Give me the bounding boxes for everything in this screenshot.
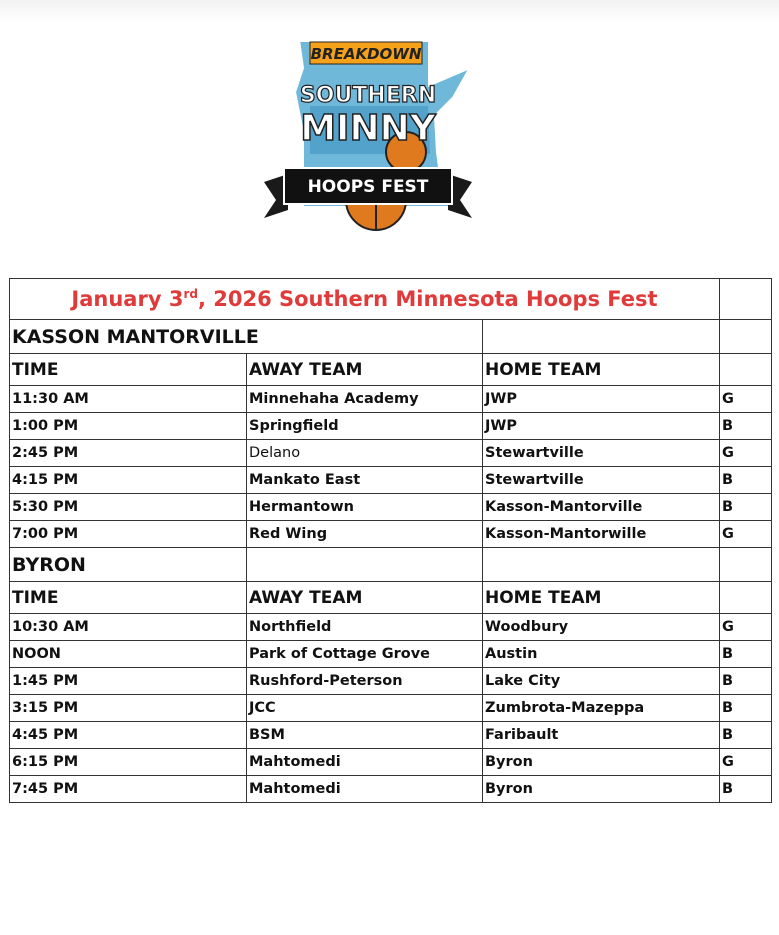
gender-code: G (720, 749, 772, 776)
empty-cell (720, 320, 772, 354)
col-header-time: TIME (10, 582, 247, 614)
gender-code: B (720, 776, 772, 803)
away-team: Park of Cottage Grove (247, 641, 483, 668)
gender-code: B (720, 722, 772, 749)
game-row (10, 467, 772, 494)
gender-code: B (720, 494, 772, 521)
gender-code: B (720, 467, 772, 494)
game-time: 10:30 AM (10, 614, 247, 641)
logo-line2: MINNY (300, 108, 436, 149)
away-team: BSM (247, 722, 483, 749)
home-team: Kasson-Mantorville (483, 494, 720, 521)
header-row (10, 582, 772, 614)
game-time: 1:00 PM (10, 413, 247, 440)
game-time: 6:15 PM (10, 749, 247, 776)
empty-cell (483, 320, 720, 354)
away-team: Mankato East (247, 467, 483, 494)
away-team: JCC (247, 695, 483, 722)
schedule-title: January 3rd, 2026 Southern Minnesota Hoops Fest (10, 279, 720, 320)
gender-code: G (720, 386, 772, 413)
home-team: Zumbrota-Mazeppa (483, 695, 720, 722)
venue-row (10, 320, 772, 354)
header-row (10, 354, 772, 386)
logo-line3: HOOPS FEST (307, 177, 429, 197)
game-time: 11:30 AM (10, 386, 247, 413)
away-team: Mahtomedi (247, 776, 483, 803)
col-header-away: AWAY TEAM (247, 582, 483, 614)
venue-row (10, 548, 772, 582)
home-team: Austin (483, 641, 720, 668)
home-team: Stewartville (483, 467, 720, 494)
empty-cell (483, 548, 720, 582)
game-time: 5:30 PM (10, 494, 247, 521)
col-header-home: HOME TEAM (483, 582, 720, 614)
home-team: Byron (483, 749, 720, 776)
game-row (10, 695, 772, 722)
game-row (10, 641, 772, 668)
away-team: Northfield (247, 614, 483, 641)
top-fade (0, 0, 779, 22)
away-team: Mahtomedi (247, 749, 483, 776)
game-row (10, 668, 772, 695)
home-team: Kasson-Mantorwille (483, 521, 720, 548)
game-row (10, 521, 772, 548)
game-row (10, 749, 772, 776)
away-team: Springfield (247, 413, 483, 440)
home-team: JWP (483, 413, 720, 440)
empty-cell (720, 548, 772, 582)
gender-code: B (720, 695, 772, 722)
title-row (10, 279, 772, 320)
gender-code: G (720, 521, 772, 548)
home-team: JWP (483, 386, 720, 413)
logo-brand: BREAKDOWN (310, 45, 422, 63)
gender-code: B (720, 668, 772, 695)
empty-cell (720, 354, 772, 386)
gender-code: B (720, 641, 772, 668)
game-time: 1:45 PM (10, 668, 247, 695)
empty-cell (247, 548, 483, 582)
hoops-fest-logo (258, 32, 478, 232)
game-row (10, 776, 772, 803)
game-row (10, 722, 772, 749)
col-header-time: TIME (10, 354, 247, 386)
empty-cell (720, 279, 772, 320)
away-team: Hermantown (247, 494, 483, 521)
home-team: Byron (483, 776, 720, 803)
home-team: Stewartville (483, 440, 720, 467)
game-time: 7:45 PM (10, 776, 247, 803)
away-team: Minnehaha Academy (247, 386, 483, 413)
col-header-home: HOME TEAM (483, 354, 720, 386)
gender-code: G (720, 614, 772, 641)
away-team: Rushford-Peterson (247, 668, 483, 695)
away-team: Delano (247, 440, 483, 467)
game-time: 4:15 PM (10, 467, 247, 494)
game-time: NOON (10, 641, 247, 668)
venue-name: KASSON MANTORVILLE (10, 320, 483, 354)
home-team: Faribault (483, 722, 720, 749)
game-row (10, 413, 772, 440)
away-team: Red Wing (247, 521, 483, 548)
gender-code: G (720, 440, 772, 467)
game-row (10, 494, 772, 521)
game-time: 2:45 PM (10, 440, 247, 467)
home-team: Lake City (483, 668, 720, 695)
empty-cell (720, 582, 772, 614)
home-team: Woodbury (483, 614, 720, 641)
schedule-table (9, 278, 772, 803)
game-time: 4:45 PM (10, 722, 247, 749)
game-row (10, 614, 772, 641)
venue-name: BYRON (10, 548, 247, 582)
col-header-away: AWAY TEAM (247, 354, 483, 386)
gender-code: B (720, 413, 772, 440)
logo-line1: SOUTHERN (299, 83, 437, 108)
game-row (10, 440, 772, 467)
game-row (10, 386, 772, 413)
game-time: 3:15 PM (10, 695, 247, 722)
game-time: 7:00 PM (10, 521, 247, 548)
